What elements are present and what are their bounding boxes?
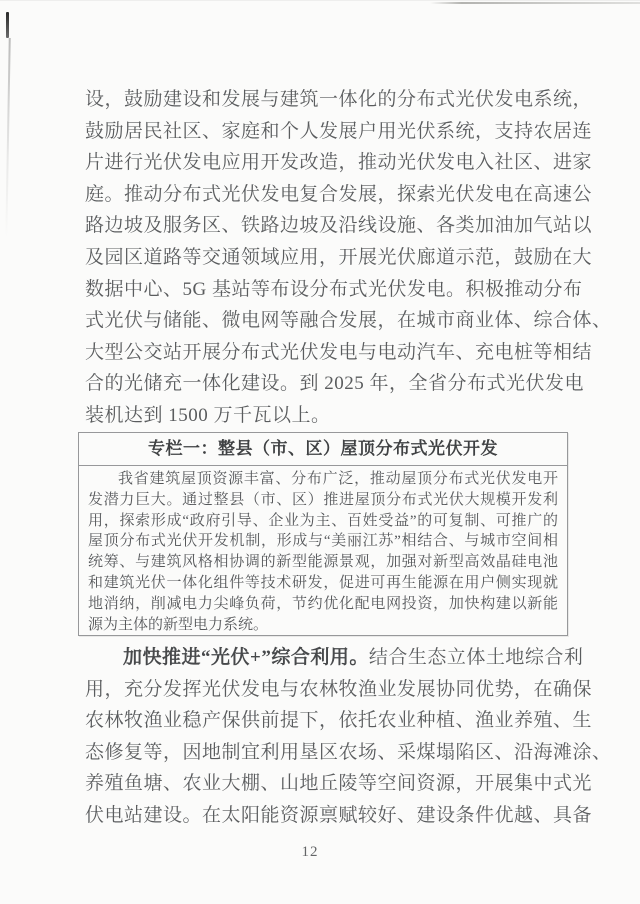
paragraph-lead-bold: 加快推进“光伏+”综合利用。 bbox=[123, 647, 369, 668]
column-box-1 bbox=[78, 432, 568, 636]
scan-line-top-right bbox=[430, 2, 640, 4]
text-line: 设，鼓励建设和发展与建筑一体化的分布式光伏发电系统， bbox=[85, 89, 593, 110]
text-line: 合的光储充一体化建设。到 2025 年，全省分布式光伏发电 bbox=[85, 373, 585, 395]
text-line: 发潜力巨大。通过整县（市、区）推进屋顶分布式光伏大规模开发利 bbox=[88, 491, 558, 508]
paragraph-lead-rest: 结合生态立体土地综合利 bbox=[368, 647, 584, 668]
text-line: 片进行光伏发电应用开发改造，推动光伏发电入社区、进家 bbox=[85, 152, 593, 174]
scan-mark-top-left bbox=[6, 12, 9, 38]
text-line: 伏电站建设。在太阳能资源禀赋较好、建设条件优越、具备 bbox=[85, 804, 593, 826]
scan-line-left-edge bbox=[5, 38, 10, 238]
text-line: 统筹、与建筑风格相协调的新型能源景观，加强对新型高效晶硅电池 bbox=[88, 554, 558, 571]
body-paragraph-2 bbox=[85, 642, 612, 832]
text-line: 路边坡及服务区、铁路边坡及沿线设施、各类加油加气站以 bbox=[85, 215, 593, 237]
text-line: 式光伏与储能、微电网等融合发展，在城市商业体、综合体、 bbox=[85, 310, 612, 332]
text-line: 鼓励居民社区、家庭和个人发展户用光伏系统，支持农居连 bbox=[85, 120, 593, 142]
text-line: 和建筑光伏一体化组件等技术研发，促进可再生能源在用户侧实现就 bbox=[88, 574, 558, 591]
text-line: 装机达到 1500 万千瓦以上。 bbox=[85, 404, 331, 426]
text-line: 庭。推动分布式光伏发电复合发展，探索光伏发电在高速公 bbox=[85, 183, 593, 205]
scan-hairline-top bbox=[0, 0, 640, 1]
page-number: 12 bbox=[301, 844, 319, 860]
text-line: 及园区道路等交通领域应用，开展光伏廊道示范，鼓励在大 bbox=[85, 246, 593, 268]
text-line: 数据中心、5G 基站等布设分布式光伏发电。积极推动分布 bbox=[85, 278, 583, 300]
column-box-title: 专栏一：整县（市、区）屋顶分布式光伏开发 bbox=[79, 433, 567, 466]
text-line: 农林牧渔业稳产保供前提下，依托农业种植、渔业养殖、生 bbox=[85, 710, 593, 732]
text-line: 源为主体的新型电力系统。 bbox=[88, 616, 269, 633]
body-paragraph-1 bbox=[85, 84, 612, 432]
text-line: 我省建筑屋顶资源丰富、分布广泛，推动屋顶分布式光伏发电开 bbox=[118, 471, 558, 487]
text-line: 用，探索形成“政府引导、企业为主、百姓受益”的可复制、可推广的 bbox=[88, 512, 558, 529]
text-line: 大型公交站开展分布式光伏发电与电动汽车、充电桩等相结 bbox=[85, 341, 593, 363]
text-line: 地消纳，削减电力尖峰负荷，节约优化配电网投资，加快构建以新能 bbox=[88, 595, 558, 612]
column-box-body bbox=[79, 466, 567, 635]
text-line: 屋顶分布式光伏开发机制，形成与“美丽江苏”相结合、与城市空间相 bbox=[88, 533, 558, 550]
text-line bbox=[85, 642, 584, 674]
text-line: 养殖鱼塘、农业大棚、山地丘陵等空间资源，开展集中式光 bbox=[85, 773, 593, 795]
text-line: 态修复等，因地制宜利用垦区农场、采煤塌陷区、沿海滩涂、 bbox=[85, 741, 612, 763]
text-line: 用，充分发挥光伏发电与农林牧渔业发展协同优势，在确保 bbox=[85, 678, 593, 700]
